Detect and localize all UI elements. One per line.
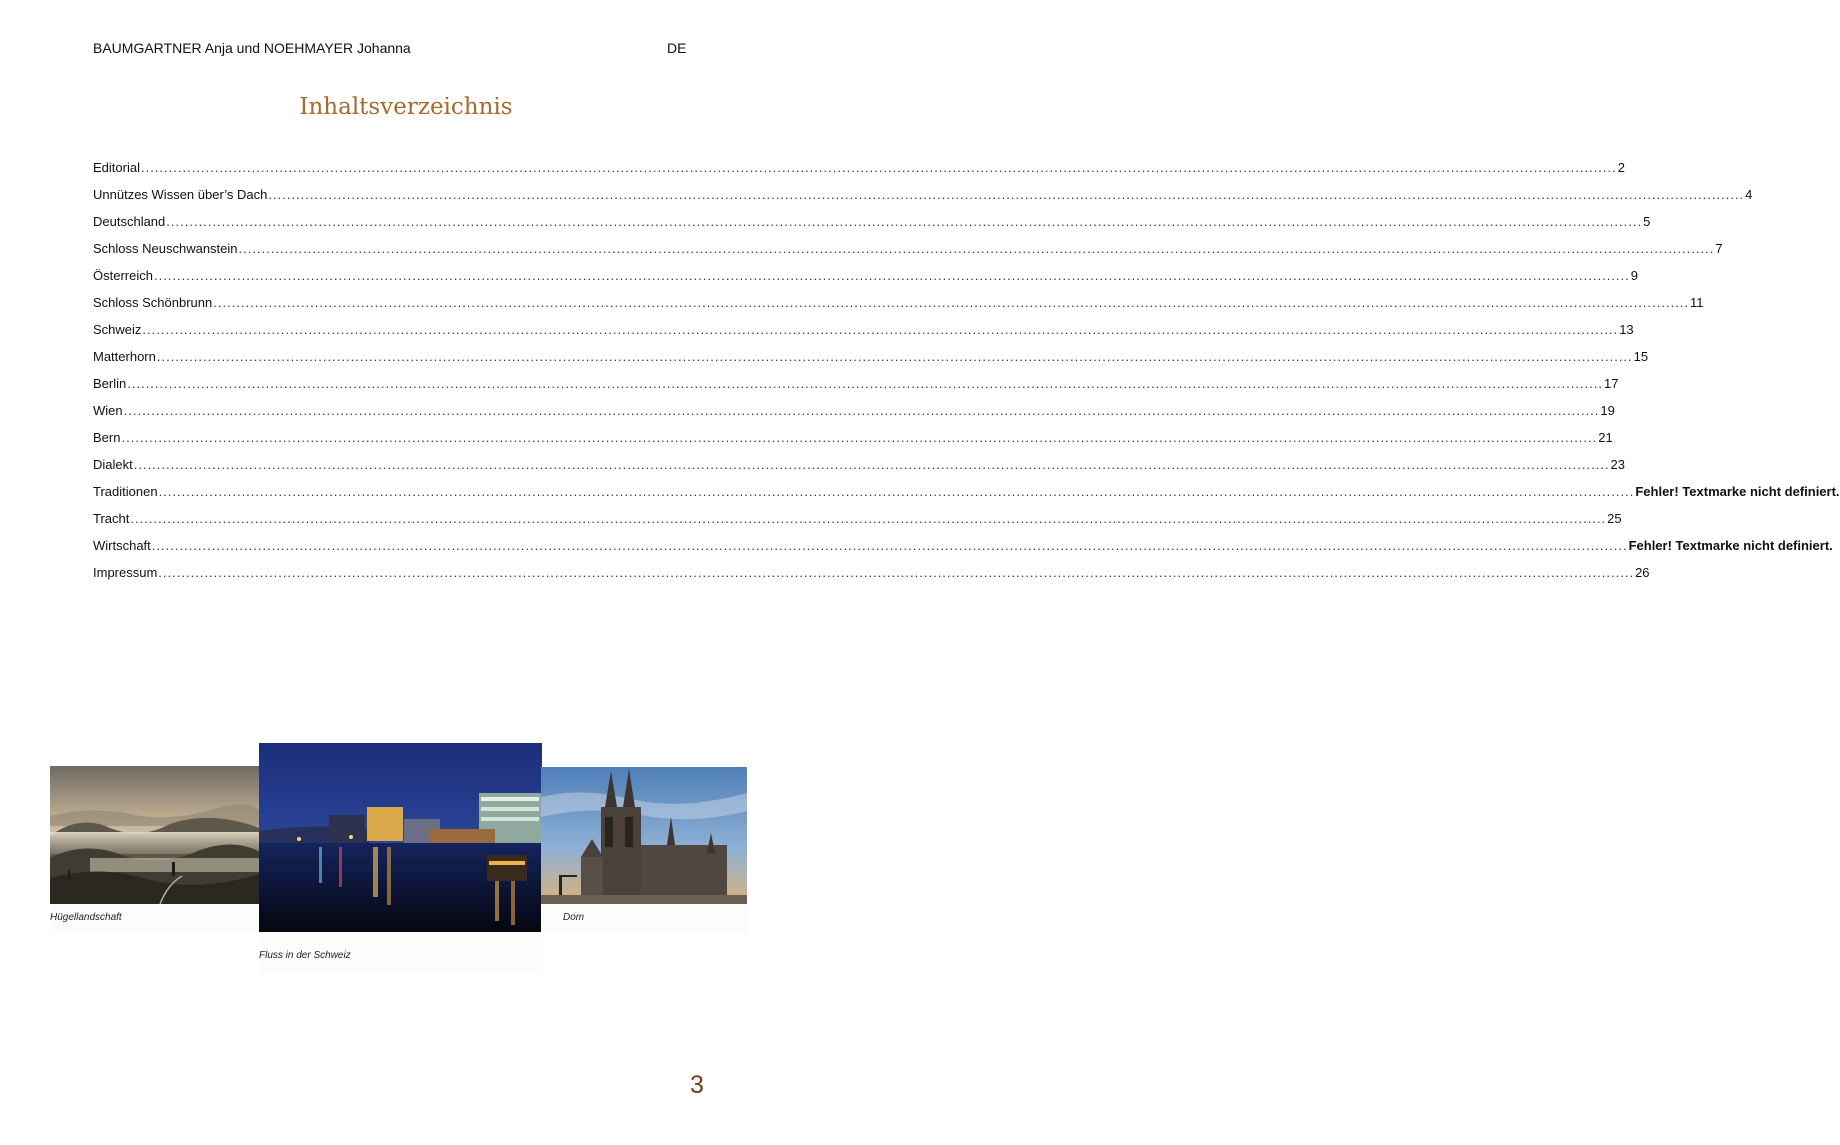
toc-entry-label: Matterhorn: [93, 349, 156, 364]
toc-dot-leader: ................................................................................................................................................................................................................................................................................................................................: [158, 565, 1635, 580]
toc-entry-matterhorn[interactable]: [93, 347, 1649, 374]
toc-entry-label: Österreich: [93, 268, 153, 283]
page-header: [93, 38, 693, 58]
toc-dot-leader: ................................................................................................................................................................................................................................................................................................................................: [153, 268, 1630, 283]
toc-entry-error: Fehler! Textmarke nicht definiert.: [1628, 538, 1833, 553]
river-night-graphic: [259, 743, 542, 932]
photo-river-switzerland: [259, 743, 542, 932]
toc-entry-label: Bern: [93, 430, 121, 445]
toc-entry-unnuetzes-wissen[interactable]: [93, 185, 1753, 212]
toc-entry-label: Tracht: [93, 511, 130, 526]
toc-entry-page: 7: [1715, 241, 1723, 256]
toc-entry-schweiz[interactable]: [93, 320, 1634, 347]
toc-entry-page: 2: [1617, 160, 1625, 175]
toc-dot-leader: ................................................................................................................................................................................................................................................................................................................................: [140, 160, 1617, 175]
header-language: DE: [667, 40, 687, 56]
toc-dot-leader: ................................................................................................................................................................................................................................................................................................................................: [133, 457, 1610, 472]
toc-entry-page: 9: [1630, 268, 1638, 283]
toc-dot-leader: ................................................................................................................................................................................................................................................................................................................................: [123, 403, 1600, 418]
toc-entry-label: Schweiz: [93, 322, 142, 337]
cathedral-graphic: [541, 767, 747, 904]
toc-entry-label: Wien: [93, 403, 123, 418]
toc-entry-wien[interactable]: [93, 401, 1615, 428]
toc-entry-page: 26: [1635, 565, 1650, 580]
toc-dot-leader: ................................................................................................................................................................................................................................................................................................................................: [156, 349, 1633, 364]
toc-entry-error: Fehler! Textmarke nicht definiert.: [1635, 484, 1840, 499]
caption-hill-landscape: Hügellandschaft: [50, 912, 122, 923]
toc-entry-schloss-schoenbrunn[interactable]: [93, 293, 1704, 320]
toc-dot-leader: ................................................................................................................................................................................................................................................................................................................................: [213, 295, 1690, 310]
toc-entry-label: Wirtschaft: [93, 538, 151, 553]
toc-dot-leader: ................................................................................................................................................................................................................................................................................................................................: [121, 430, 1598, 445]
photo-cathedral: [541, 767, 747, 904]
toc-entry-label: Schloss Neuschwanstein: [93, 241, 238, 256]
toc-entry-label: Unnützes Wissen über’s Dach: [93, 187, 268, 202]
toc-dot-leader: ................................................................................................................................................................................................................................................................................................................................: [142, 322, 1619, 337]
toc-entry-label: Berlin: [93, 376, 127, 391]
toc-entry-page: 21: [1598, 430, 1613, 445]
toc-dot-leader: ................................................................................................................................................................................................................................................................................................................................: [127, 376, 1604, 391]
toc-entry-impressum[interactable]: [93, 563, 1650, 590]
toc-entry-oesterreich[interactable]: [93, 266, 1638, 293]
toc-entry-berlin[interactable]: [93, 374, 1619, 401]
caption-river-switzerland: Fluss in der Schweiz: [259, 950, 351, 961]
toc-entry-label: Editorial: [93, 160, 140, 175]
toc-entry-schloss-neuschwanstein[interactable]: [93, 239, 1723, 266]
toc-entry-page: 25: [1607, 511, 1622, 526]
toc-entry-label: Traditionen: [93, 484, 158, 499]
caption-cathedral: Dom: [563, 912, 585, 923]
toc-entry-page: 5: [1643, 214, 1651, 229]
toc-dot-leader: ................................................................................................................................................................................................................................................................................................................................: [268, 187, 1745, 202]
page-number: 3: [690, 1071, 704, 1099]
toc-entry-page: 13: [1619, 322, 1634, 337]
toc-entry-page: 11: [1690, 295, 1704, 310]
photo-hill-landscape: [50, 766, 260, 904]
toc-entry-bern[interactable]: [93, 428, 1613, 455]
toc-dot-leader: ................................................................................................................................................................................................................................................................................................................................: [238, 241, 1715, 256]
toc-entry-dialekt[interactable]: [93, 455, 1625, 482]
toc-entry-page: 15: [1633, 349, 1649, 364]
toc-entry-tracht[interactable]: [93, 509, 1622, 536]
toc-entry-page: 4: [1745, 187, 1753, 202]
toc-entry-page: 19: [1600, 403, 1615, 418]
toc-entry-label: Impressum: [93, 565, 158, 580]
toc-dot-leader: ................................................................................................................................................................................................................................................................................................................................: [130, 511, 1607, 526]
toc-entry-label: Deutschland: [93, 214, 166, 229]
toc-entry-page: 17: [1604, 376, 1619, 391]
toc-dot-leader: ................................................................................................................................................................................................................................................................................................................................: [158, 484, 1635, 499]
hill-landscape-graphic: [50, 766, 260, 904]
toc-dot-leader: ................................................................................................................................................................................................................................................................................................................................: [151, 538, 1628, 553]
toc-entry-deutschland[interactable]: [93, 212, 1651, 239]
toc-entry-traditionen[interactable]: [93, 482, 1840, 509]
toc-entry-label: Schloss Schönbrunn: [93, 295, 213, 310]
toc-entry-wirtschaft[interactable]: [93, 536, 1833, 563]
toc-title: Inhaltsverzeichnis: [299, 94, 513, 120]
table-of-contents: [93, 158, 1840, 590]
toc-entry-editorial[interactable]: [93, 158, 1625, 185]
toc-entry-label: Dialekt: [93, 457, 133, 472]
header-authors: BAUMGARTNER Anja und NOEHMAYER Johanna: [93, 40, 411, 56]
toc-entry-page: 23: [1610, 457, 1625, 472]
toc-dot-leader: ................................................................................................................................................................................................................................................................................................................................: [166, 214, 1643, 229]
